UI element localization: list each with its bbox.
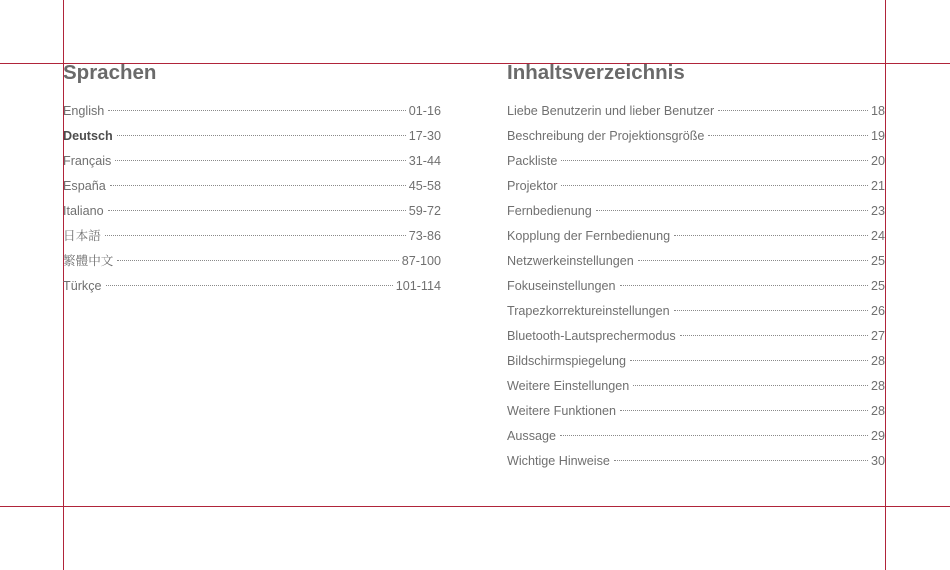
dot-leader xyxy=(117,135,406,136)
margin-guide-bottom xyxy=(0,506,950,507)
toc-entry[interactable] xyxy=(507,324,885,349)
dot-leader xyxy=(561,185,868,186)
toc-entry[interactable] xyxy=(507,149,885,174)
dot-leader xyxy=(117,260,398,261)
dot-leader xyxy=(674,310,868,311)
dot-leader xyxy=(115,160,405,161)
toc-entry[interactable] xyxy=(507,399,885,424)
toc-entry[interactable] xyxy=(507,424,885,449)
languages-section xyxy=(63,59,441,299)
toc-label: Wichtige Hinweise xyxy=(507,454,610,468)
margin-guide-right-outer xyxy=(885,0,886,570)
dot-leader xyxy=(560,435,868,436)
dot-leader xyxy=(718,110,868,111)
language-entry-francais[interactable] xyxy=(63,149,441,174)
language-label: España xyxy=(63,179,106,193)
language-label: Français xyxy=(63,154,112,168)
dot-leader xyxy=(633,385,868,386)
toc-entry[interactable] xyxy=(507,299,885,324)
language-label: 繁體中文 xyxy=(63,254,114,268)
toc-label: Aussage xyxy=(507,429,557,443)
dot-leader xyxy=(110,185,406,186)
toc-label: Packliste xyxy=(507,154,558,168)
toc-page-number: 29 xyxy=(870,429,885,443)
toc-entry[interactable] xyxy=(507,374,885,399)
dot-leader xyxy=(105,235,406,236)
toc-page-number: 26 xyxy=(870,304,885,318)
toc-label: Bildschirmspiegelung xyxy=(507,354,627,368)
toc-label: Netzwerkeinstellungen xyxy=(507,254,634,268)
toc-entry[interactable] xyxy=(507,224,885,249)
toc-entry[interactable] xyxy=(507,449,885,474)
language-label: English xyxy=(63,104,105,118)
page-range: 17-30 xyxy=(408,129,441,143)
toc-page-number: 27 xyxy=(870,329,885,343)
toc-page-number: 20 xyxy=(870,154,885,168)
page-range: 45-58 xyxy=(408,179,441,193)
languages-heading: Sprachen xyxy=(63,61,157,84)
toc-entry[interactable] xyxy=(507,99,885,124)
dot-leader xyxy=(106,285,393,286)
toc-page-number: 25 xyxy=(870,254,885,268)
page-range: 01-16 xyxy=(408,104,441,118)
page-range: 31-44 xyxy=(408,154,441,168)
language-entry-traditional-chinese[interactable] xyxy=(63,249,441,274)
contents-list xyxy=(507,99,885,474)
dot-leader xyxy=(108,210,406,211)
toc-label: Fokuseinstellungen xyxy=(507,279,616,293)
language-entry-english[interactable] xyxy=(63,99,441,124)
language-label: Deutsch xyxy=(63,129,113,143)
dot-leader xyxy=(674,235,868,236)
toc-label: Fernbedienung xyxy=(507,204,592,218)
toc-entry[interactable] xyxy=(507,249,885,274)
language-entry-japanese[interactable] xyxy=(63,224,441,249)
contents-section xyxy=(507,59,885,474)
language-entry-espana[interactable] xyxy=(63,174,441,199)
dot-leader xyxy=(638,260,868,261)
dot-leader xyxy=(708,135,868,136)
toc-entry[interactable] xyxy=(507,274,885,299)
toc-page-number: 30 xyxy=(870,454,885,468)
language-entry-turkce[interactable] xyxy=(63,274,441,299)
toc-page-number: 23 xyxy=(870,204,885,218)
toc-page-number: 28 xyxy=(870,354,885,368)
dot-leader xyxy=(620,410,868,411)
toc-entry[interactable] xyxy=(507,124,885,149)
dot-leader xyxy=(561,160,868,161)
toc-label: Beschreibung der Projektionsgröße xyxy=(507,129,705,143)
page-range: 101-114 xyxy=(395,279,441,293)
language-label: Italiano xyxy=(63,204,104,218)
contents-heading: Inhaltsverzeichnis xyxy=(507,61,685,84)
toc-page-number: 19 xyxy=(870,129,885,143)
language-label: 日本語 xyxy=(63,229,101,243)
toc-page-number: 21 xyxy=(870,179,885,193)
toc-page-number: 18 xyxy=(870,104,885,118)
toc-entry[interactable] xyxy=(507,199,885,224)
dot-leader xyxy=(614,460,868,461)
toc-label: Kopplung der Fernbedienung xyxy=(507,229,671,243)
page-range: 87-100 xyxy=(401,254,441,268)
toc-entry[interactable] xyxy=(507,174,885,199)
dot-leader xyxy=(630,360,868,361)
dot-leader xyxy=(108,110,405,111)
toc-page-number: 24 xyxy=(870,229,885,243)
toc-page-number: 28 xyxy=(870,404,885,418)
toc-page-number: 25 xyxy=(870,279,885,293)
page-range: 59-72 xyxy=(408,204,441,218)
language-entry-italiano[interactable] xyxy=(63,199,441,224)
toc-label: Liebe Benutzerin und lieber Benutzer xyxy=(507,104,715,118)
toc-label: Weitere Funktionen xyxy=(507,404,616,418)
toc-label: Bluetooth-Lautsprechermodus xyxy=(507,329,676,343)
language-entry-deutsch[interactable] xyxy=(63,124,441,149)
toc-page-number: 28 xyxy=(870,379,885,393)
dot-leader xyxy=(680,335,868,336)
languages-list xyxy=(63,99,441,299)
toc-label: Projektor xyxy=(507,179,558,193)
dot-leader xyxy=(620,285,868,286)
dot-leader xyxy=(596,210,868,211)
toc-entry[interactable] xyxy=(507,349,885,374)
page-range: 73-86 xyxy=(408,229,441,243)
toc-label: Trapezkorrektureinstellungen xyxy=(507,304,670,318)
language-label: Türkçe xyxy=(63,279,102,293)
toc-label: Weitere Einstellungen xyxy=(507,379,630,393)
